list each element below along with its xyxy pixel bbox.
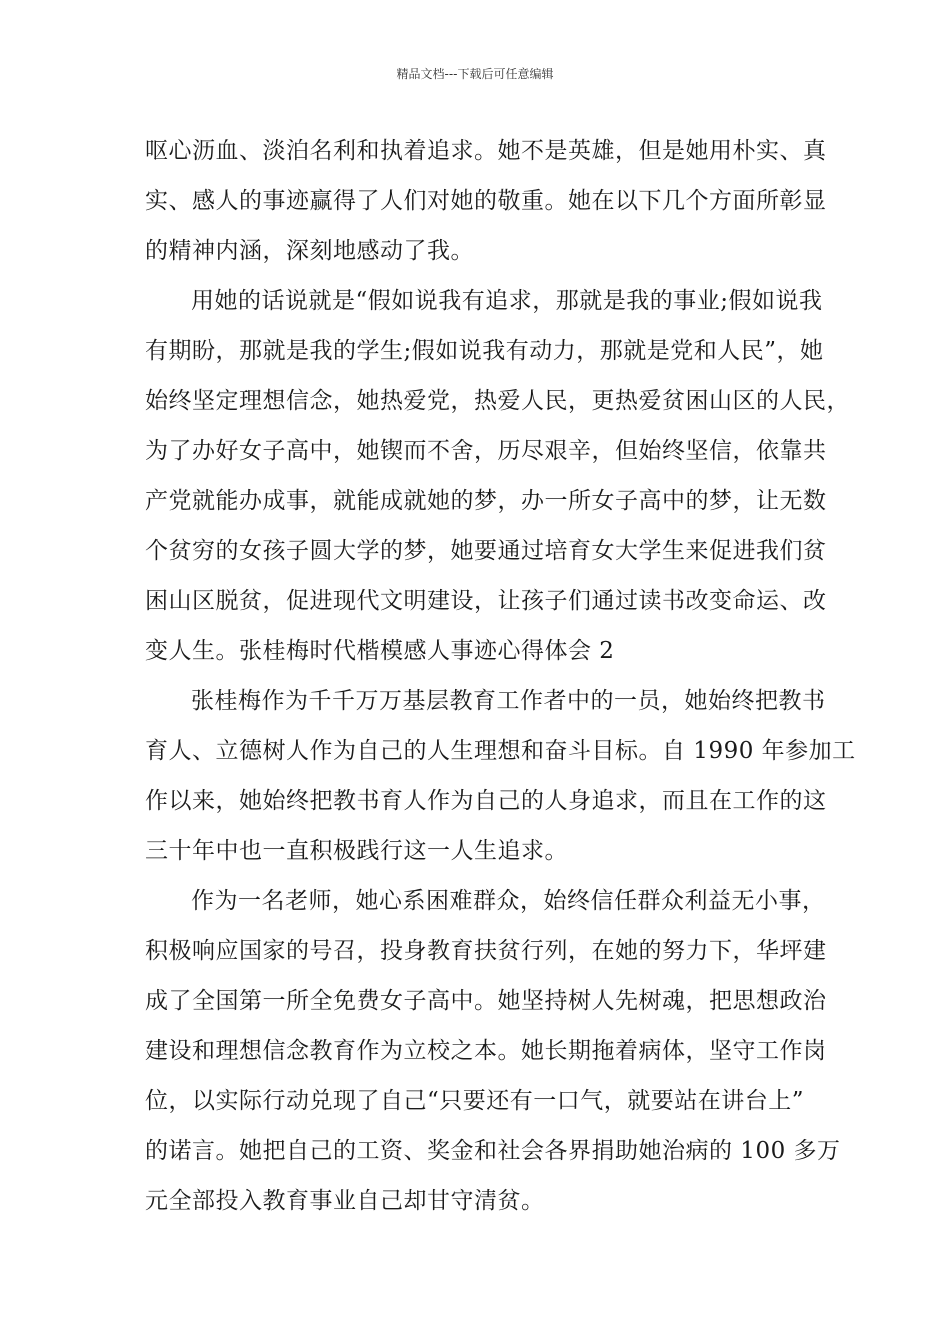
paragraph	[145, 126, 835, 276]
page-header: 精品文档---下载后可任意编辑	[396, 67, 554, 81]
paragraph	[145, 276, 850, 676]
text-line: 成了全国第一所全免费女子高中。她坚持树人先树魂，把思想政治	[145, 988, 827, 1014]
text-line: 张桂梅作为千千万万基层教育工作者中的一员，她始终把教书	[191, 688, 826, 714]
text-line: 作以来，她始终把教书育人作为自己的人身追求，而且在工作的这	[145, 788, 827, 814]
text-line: 元全部投入教育事业自己却甘守清贫。	[145, 1188, 545, 1214]
text-line: 产党就能办成事，就能成就她的梦，办一所女子高中的梦，让无数	[145, 488, 827, 514]
paragraph	[145, 876, 841, 1226]
paragraph	[145, 676, 856, 876]
text-line: 用她的话说就是“假如说我有追求，那就是我的事业;假如说我	[191, 288, 823, 314]
text-line: 三十年中也一直积极践行这一人生追求。	[145, 838, 568, 864]
text-line: 为了办好女子高中，她锲而不舍，历尽艰辛，但始终坚信，依靠共	[145, 438, 827, 464]
text-line: 有期盼，那就是我的学生;假如说我有动力，那就是党和人民”，她	[145, 338, 824, 364]
text-line: 实、感人的事迹赢得了人们对她的敬重。她在以下几个方面所彰显	[145, 188, 827, 214]
document-body	[145, 126, 856, 1226]
text-line: 育人、立德树人作为自己的人生理想和奋斗目标。自 1990 年参加工	[145, 738, 856, 764]
text-line: 个贫穷的女孩子圆大学的梦，她要通过培育女大学生来促进我们贫	[145, 538, 827, 564]
text-line: 建设和理想信念教育作为立校之本。她长期拖着病体，坚守工作岗	[145, 1038, 827, 1064]
text-line: 困山区脱贫，促进现代文明建设，让孩子们通过读书改变命运、改	[145, 588, 827, 614]
text-line: 作为一名老师，她心系困难群众，始终信任群众利益无小事，	[191, 888, 826, 914]
text-line: 位，以实际行动兑现了自己“只要还有一口气，就要站在讲台上”	[145, 1088, 805, 1114]
text-line: 变人生。张桂梅时代楷模感人事迹心得体会 2	[145, 638, 615, 664]
text-line: 积极响应国家的号召，投身教育扶贫行列，在她的努力下，华坪建	[145, 938, 827, 964]
text-line: 呕心沥血、淡泊名利和执着追求。她不是英雄，但是她用朴实、真	[145, 138, 827, 164]
text-line: 的诺言。她把自己的工资、奖金和社会各界捐助她治病的 100 多万	[145, 1138, 841, 1164]
text-line: 始终坚定理想信念，她热爱党，热爱人民，更热爱贫困山区的人民，	[145, 388, 850, 414]
text-line: 的精神内涵，深刻地感动了我。	[145, 238, 474, 264]
